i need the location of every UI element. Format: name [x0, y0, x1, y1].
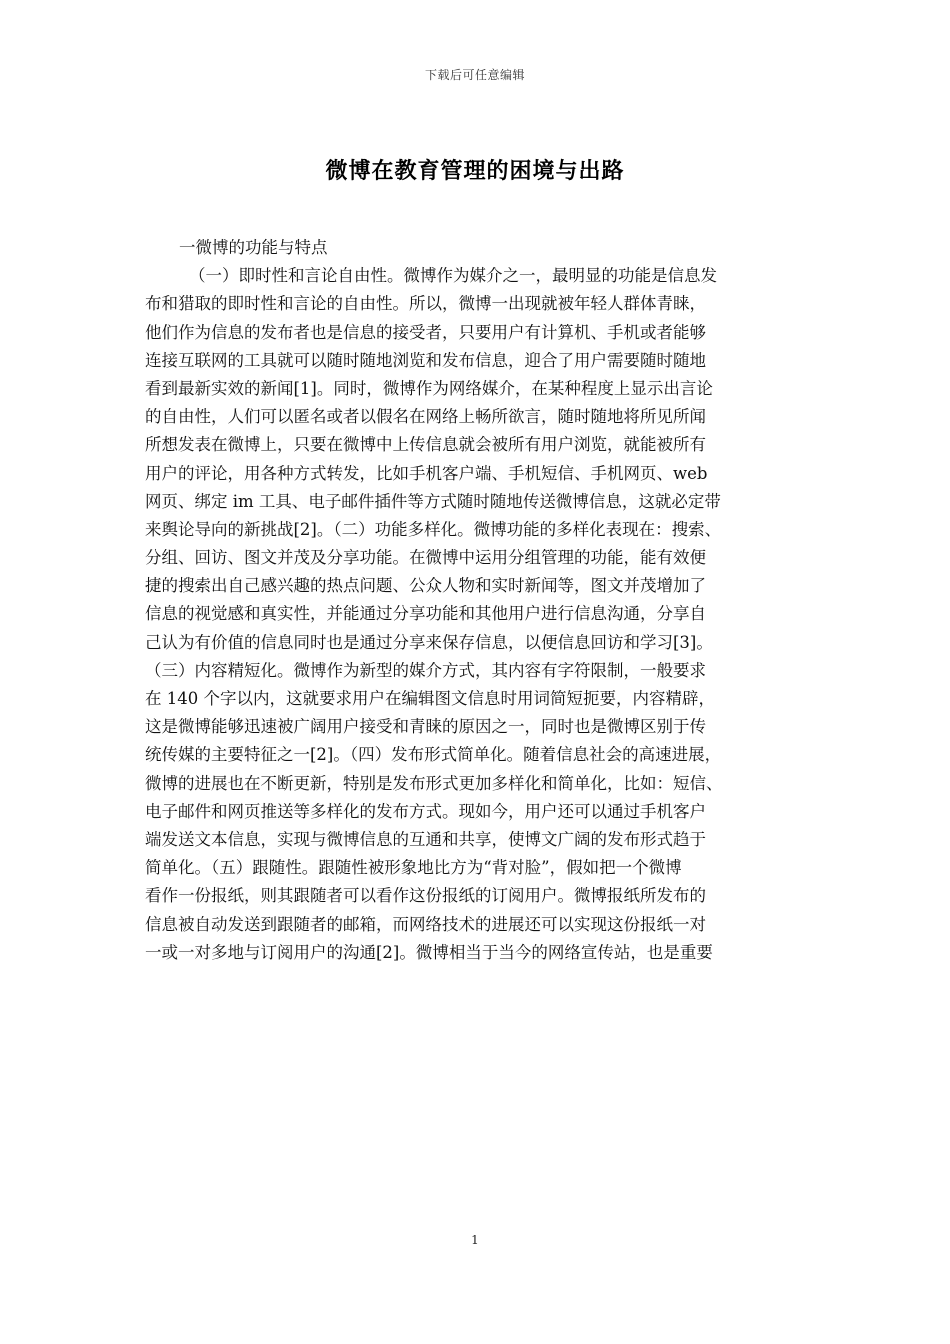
paragraph-line: 电子邮件和网页推送等多样化的发布方式。现如今，用户还可以通过手机客户: [145, 801, 706, 821]
paragraph-line: 微博的进展也在不断更新，特别是发布形式更加多样化和简单化，比如：短信、: [145, 773, 723, 793]
document-title: 微博在教育管理的困境与出路: [325, 158, 625, 184]
paragraph-line: 端发送文本信息，实现与微博信息的互通和共享，使博文广阔的发布形式趋于: [145, 829, 706, 849]
paragraph-line: 看到最新实效的新闻[1]。同时，微博作为网络媒介，在某种程度上显示出言论: [145, 378, 713, 398]
paragraph-line: 的自由性，人们可以匿名或者以假名在网络上畅所欲言，随时随地将所见所闻: [145, 407, 706, 427]
paragraph-line: 捷的搜索出自己感兴趣的热点问题、公众人物和实时新闻等，图文并茂增加了: [145, 576, 706, 596]
paragraph-line: （三）内容精短化。微博作为新型的媒介方式，其内容有字符限制，一般要求: [145, 660, 706, 680]
page-header-note: 下载后可任意编辑: [424, 68, 525, 82]
paragraph-line: 在 140 个字以内，这就要求用户在编辑图文信息时用词简短扼要，内容精辟，: [145, 689, 715, 708]
paragraph-line: 这是微博能够迅速被广阔用户接受和青睐的原因之一，同时也是微博区别于传: [145, 717, 706, 737]
paragraph-line: 信息的视觉感和真实性，并能通过分享功能和其他用户进行信息沟通，分享自: [145, 604, 706, 624]
paragraph-line: 来舆论导向的新挑战[2]。（二）功能多样化。微博功能的多样化表现在：搜索、: [145, 519, 722, 539]
paragraph-line: 用户的评论，用各种方式转发，比如手机客户端、手机短信、手机网页、web: [145, 463, 708, 483]
paragraph-line: 看作一份报纸，则其跟随者可以看作这份报纸的订阅用户。微博报纸所发布的: [145, 886, 706, 906]
paragraph-line: 己认为有价值的信息同时也是通过分享来保存信息，以便信息回访和学习[3]。: [145, 632, 713, 652]
paragraph-line: 网页、绑定 im 工具、电子邮件插件等方式随时随地传送微博信息，这就必定带: [145, 491, 721, 511]
paragraph-line: 一或一对多地与订阅用户的沟通[2]。微博相当于当今的网络宣传站，也是重要: [145, 942, 713, 962]
paragraph-line: 信息被自动发送到跟随者的邮箱，而网络技术的进展还可以实现这份报纸一对: [145, 914, 706, 934]
page-number: 1: [471, 1233, 479, 1247]
paragraph-line: 简单化。（五）跟随性。跟随性被形象地比方为“背对脸”，假如把一个微博: [145, 858, 682, 878]
paragraph-line: 他们作为信息的发布者也是信息的接受者，只要用户有计算机、手机或者能够: [145, 322, 706, 342]
paragraph-line: 连接互联网的工具就可以随时随地浏览和发布信息，迎合了用户需要随时随地: [145, 350, 706, 370]
section-heading: 一微博的功能与特点: [179, 238, 328, 257]
paragraph-line: 分组、回访、图文并茂及分享功能。在微博中运用分组管理的功能，能有效便: [145, 548, 706, 568]
paragraph-line: 统传媒的主要特征之一[2]。（四）发布形式简单化。随着信息社会的高速进展，: [145, 745, 722, 765]
paragraph-line: 布和猎取的即时性和言论的自由性。所以，微博一出现就被年轻人群体青睐，: [145, 294, 706, 314]
paragraph-line: 所想发表在微博上，只要在微博中上传信息就会被所有用户浏览，就能被所有: [145, 435, 706, 455]
document-body: [145, 234, 815, 967]
paragraph-line: （一）即时性和言论自由性。微博作为媒介之一，最明显的功能是信息发: [189, 266, 717, 286]
